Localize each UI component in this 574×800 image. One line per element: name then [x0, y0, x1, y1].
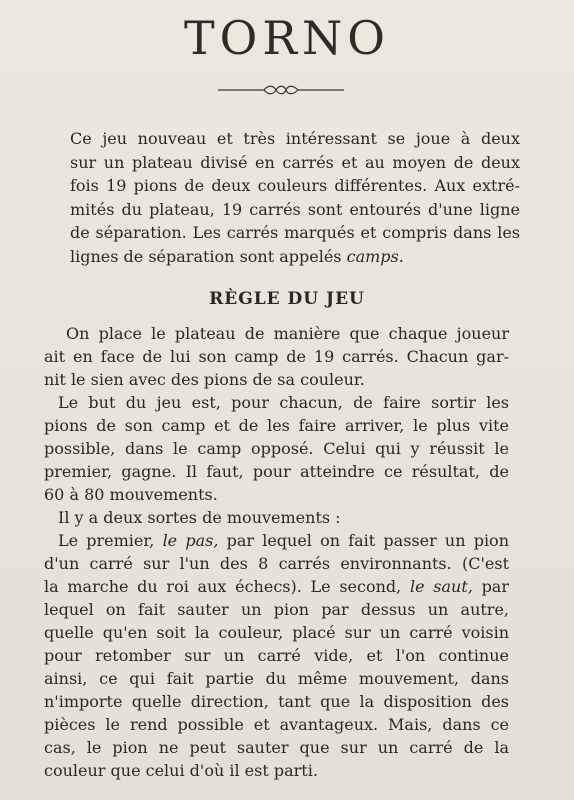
text-line: pour retomber sur un carré vide, et l'on continue — [44, 646, 509, 665]
text-line: Il y a deux sortes de mouvements : — [58, 508, 341, 527]
italic-term-le-saut: le saut, — [409, 577, 473, 596]
text-line: premier, gagne. Il faut, pour atteindre ce résultat, de — [44, 462, 509, 481]
page-title: TORNO — [184, 11, 390, 65]
text-line: Le premier, le pas, par lequel on fait passer un pion — [58, 531, 509, 550]
italic-term-le-pas: le pas, — [162, 531, 219, 550]
text-line: pièces le rend possible et avantageux. Mais, dans ce — [44, 715, 509, 734]
text-line: lignes de séparation sont appelés camps. — [70, 246, 404, 266]
ornament-divider — [218, 84, 344, 96]
text-line: Ce jeu nouveau et très intéressant se joue à deux — [70, 129, 520, 148]
text-line: On place le plateau de manière que chaque joueur — [66, 324, 509, 343]
text-line: mités du plateau, 19 carrés sont entourés d'une ligne — [70, 199, 520, 219]
text-line: pions de son camp et de les faire arriver, le plus vite — [44, 416, 509, 435]
italic-term-camps: camps — [346, 246, 399, 266]
text-line: lequel on fait sauter un pion par dessus un autre, — [44, 600, 509, 619]
rules-body — [44, 322, 509, 782]
text-line: quelle qu'en soit la couleur, placé sur un carré voisin — [44, 623, 509, 642]
section-heading: RÈGLE DU JEU — [209, 289, 365, 309]
text-line: couleur que celui d'où il est parti. — [44, 761, 318, 780]
text-line: possible, dans le camp opposé. Celui qui y réussit le — [44, 439, 509, 458]
text-line: ainsi, ce qui fait partie du même mouvement, dans — [44, 669, 509, 688]
text-line: d'un carré sur l'un des 8 carrés environnants. (C'est — [44, 554, 509, 573]
text-line: 60 à 80 mouvements. — [44, 485, 218, 504]
text-line: de séparation. Les carrés marqués et compris dans les — [70, 223, 520, 242]
text-line: nit le sien avec des pions de sa couleur. — [44, 370, 365, 389]
text-line: cas, le pion ne peut sauter que sur un carré de la — [44, 738, 509, 757]
text-line: sur un plateau divisé en carrés et au moyen de deux — [70, 152, 520, 172]
text-line: ait en face de lui son camp de 19 carrés. Chacun gar- — [44, 347, 509, 366]
text-line: Le but du jeu est, pour chacun, de faire sortir les — [58, 393, 509, 412]
intro-paragraph — [70, 127, 520, 268]
text-line: la marche du roi aux échecs). Le second, le saut, par — [44, 577, 509, 596]
text-line: n'importe quelle direction, tant que la disposition des — [44, 692, 509, 711]
text-line: fois 19 pions de deux couleurs différentes. Aux extré- — [70, 176, 520, 195]
